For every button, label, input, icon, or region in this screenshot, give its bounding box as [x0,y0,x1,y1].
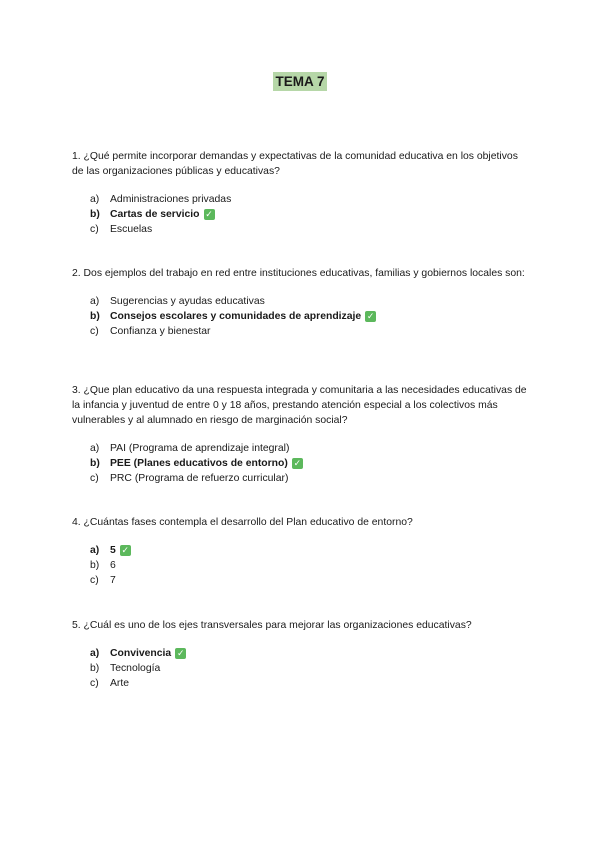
option-letter: a) [90,296,100,307]
option-5c [72,676,532,691]
option-label: Escuelas [110,224,153,235]
question-2-options [72,294,532,339]
option-label: Consejos escolares y comunidades de aprendizaje [110,311,362,322]
option-2b [72,309,532,324]
option-letter: a) [90,545,100,556]
title-wrapper [0,72,600,91]
option-letter: a) [90,194,100,205]
check-mark-icon: ✓ [293,458,302,468]
option-label: Confianza y bienestar [110,326,211,337]
option-5b [72,661,532,676]
option-5a [72,646,532,661]
question-3-options [72,441,532,486]
option-letter: b) [90,311,100,322]
option-label: Convivencia [110,648,172,659]
option-3c [72,471,532,486]
question-3-text: 3. ¿Que plan educativo da una respuesta integrada y comunitaria a las necesidades educativas de la infancia y juventud de entre 0 y 18 años, prestando atención especial a los colectivos más vulnerables y al alumnado en riesgo de marginación social? [72,385,527,426]
option-label: PRC (Programa de refuerzo curricular) [110,473,289,484]
question-5-options [72,646,532,691]
question-4-options [72,543,532,588]
option-letter: c) [90,224,99,235]
option-letter: b) [90,458,100,469]
option-letter: a) [90,443,100,454]
option-3b [72,456,532,471]
option-letter: b) [90,663,100,674]
question-5 [72,618,532,691]
option-label: Cartas de servicio [110,209,200,220]
option-2c [72,324,532,339]
question-1-options [72,192,532,237]
option-4b [72,558,532,573]
option-letter: b) [90,560,100,571]
option-label: Administraciones privadas [110,194,232,205]
option-3a [72,441,532,456]
question-4-text: 4. ¿Cuántas fases contempla el desarrollo del Plan educativo de entorno? [72,517,413,528]
option-letter: a) [90,648,100,659]
option-1a [72,192,532,207]
check-mark-icon: ✓ [121,545,130,555]
option-1b [72,207,532,222]
option-label: PEE (Planes educativos de entorno) [110,458,288,469]
option-letter: c) [90,575,99,586]
question-4 [72,515,532,588]
option-label: PAI (Programa de aprendizaje integral) [110,443,290,454]
option-letter: c) [90,678,99,689]
question-1-text: 1. ¿Qué permite incorporar demandas y expectativas de la comunidad educativa en los objetivos de las organizaciones públicas y educativas? [72,151,518,177]
option-label: 7 [110,575,116,586]
question-5-text: 5. ¿Cuál es uno de los ejes transversales para mejorar las organizaciones educativas? [72,620,472,631]
question-2-text: 2. Dos ejemplos del trabajo en red entre instituciones educativas, familias y gobiernos locales son: [72,268,525,279]
option-1c [72,222,532,237]
option-4c [72,573,532,588]
option-label: Sugerencias y ayudas educativas [110,296,265,307]
question-1 [72,149,532,237]
option-letter: c) [90,326,99,337]
option-label: 5 [110,545,116,556]
page-title: TEMA 7 [275,74,325,89]
option-letter: b) [90,209,100,220]
check-mark-icon: ✓ [176,648,185,658]
option-4a [72,543,532,558]
check-mark-icon: ✓ [366,311,375,321]
option-label: Tecnología [110,663,161,674]
option-label: 6 [110,560,116,571]
option-letter: c) [90,473,99,484]
option-2a [72,294,532,309]
question-3 [72,383,532,486]
check-mark-icon: ✓ [205,209,213,219]
option-label: Arte [110,678,130,689]
question-2 [72,266,532,339]
